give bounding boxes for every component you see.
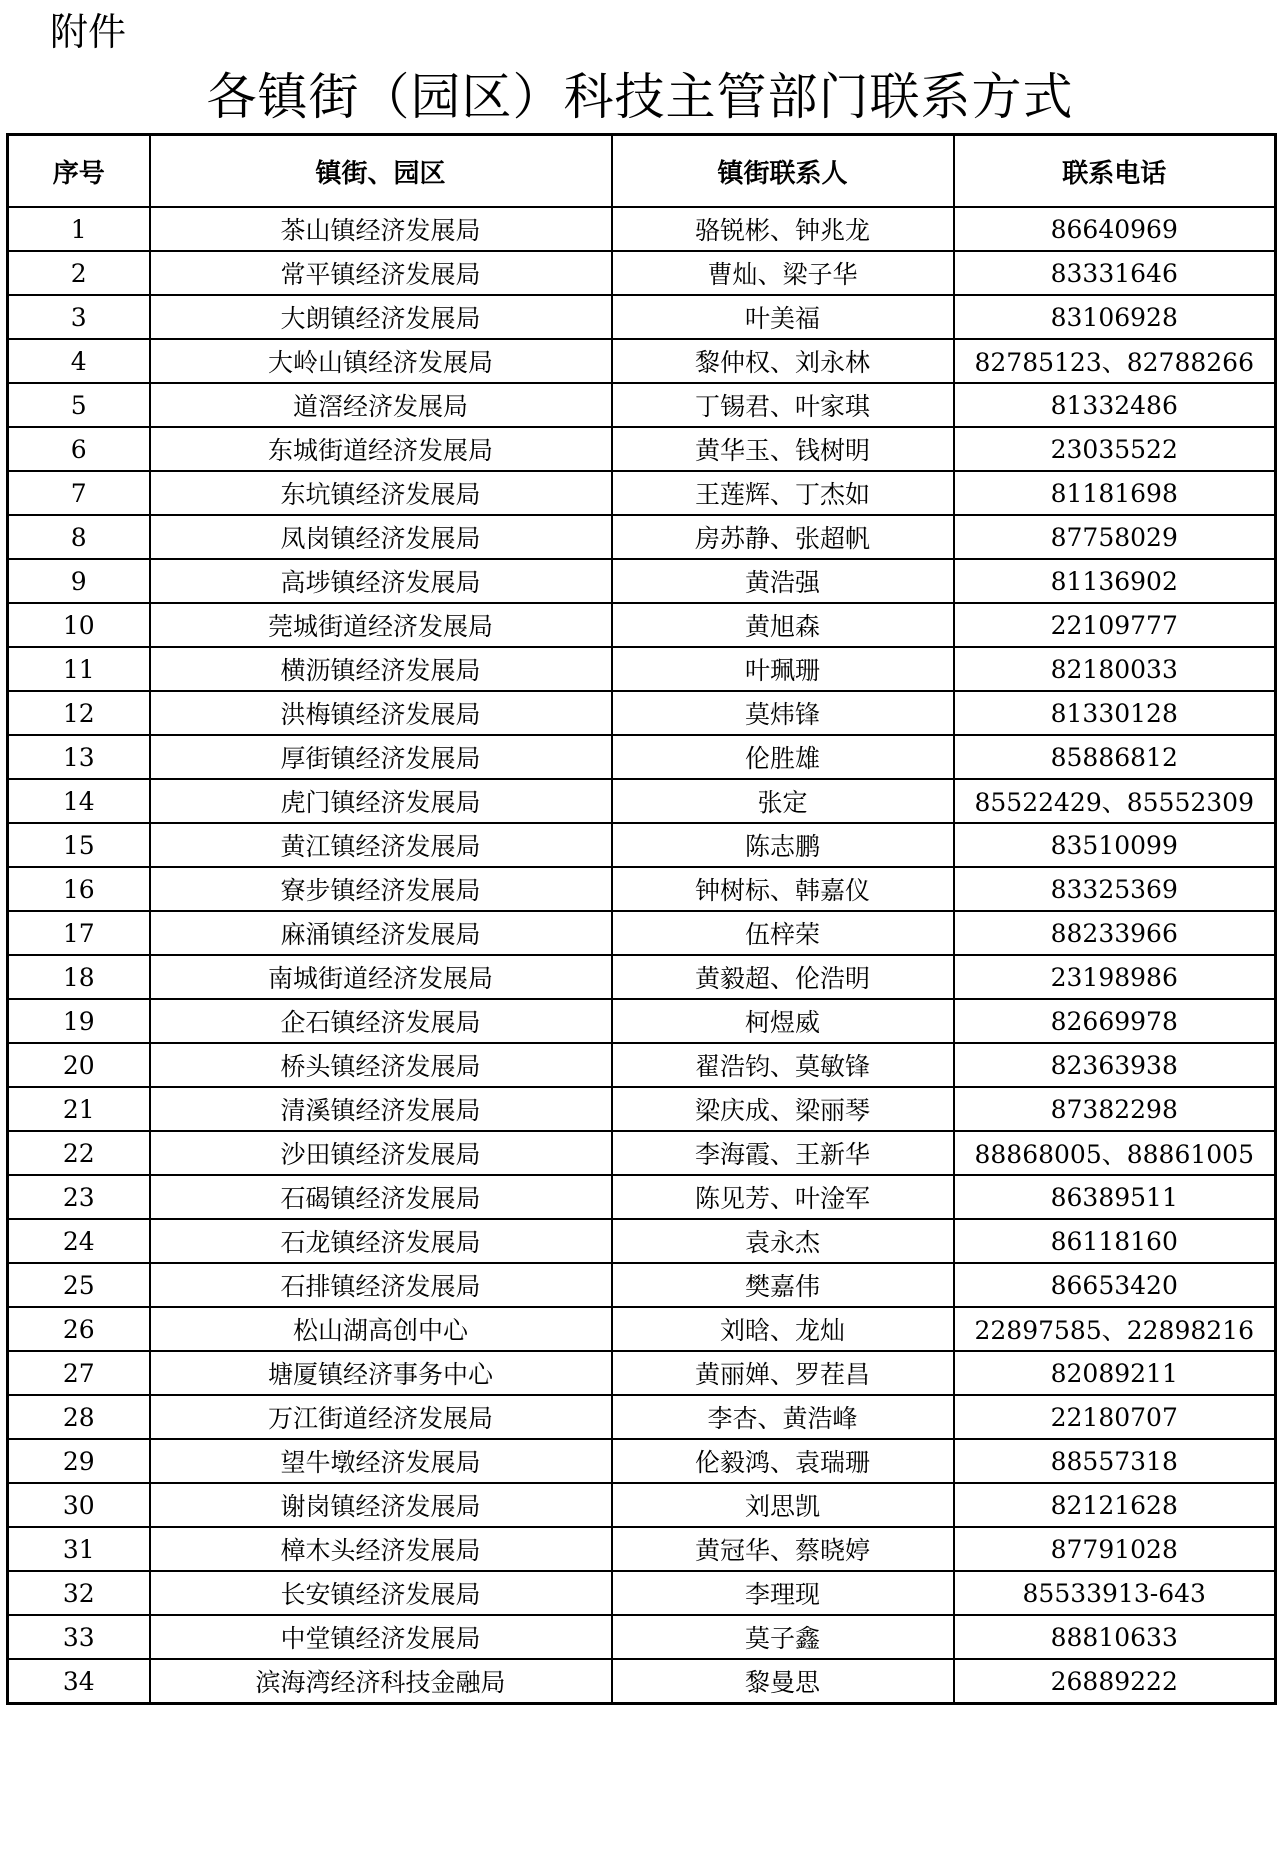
cell-phone: 81136902 (954, 559, 1276, 603)
cell-unit: 谢岗镇经济发展局 (150, 1483, 612, 1527)
table-row (8, 867, 1276, 911)
table-row (8, 1395, 1276, 1439)
cell-number: 17 (8, 911, 150, 955)
cell-contact: 柯煜威 (612, 999, 954, 1043)
cell-phone: 83510099 (954, 823, 1276, 867)
cell-phone: 23035522 (954, 427, 1276, 471)
cell-phone: 82669978 (954, 999, 1276, 1043)
cell-unit: 南城街道经济发展局 (150, 955, 612, 999)
cell-phone: 83325369 (954, 867, 1276, 911)
cell-phone: 81181698 (954, 471, 1276, 515)
cell-unit: 寮步镇经济发展局 (150, 867, 612, 911)
cell-contact: 李理现 (612, 1571, 954, 1615)
table-row (8, 1263, 1276, 1307)
cell-unit: 万江街道经济发展局 (150, 1395, 612, 1439)
cell-contact: 莫子鑫 (612, 1615, 954, 1659)
cell-number: 26 (8, 1307, 150, 1351)
cell-unit: 石排镇经济发展局 (150, 1263, 612, 1307)
cell-unit: 清溪镇经济发展局 (150, 1087, 612, 1131)
cell-number: 12 (8, 691, 150, 735)
cell-phone: 82089211 (954, 1351, 1276, 1395)
cell-unit: 东坑镇经济发展局 (150, 471, 612, 515)
table-row (8, 1571, 1276, 1615)
cell-number: 33 (8, 1615, 150, 1659)
cell-number: 10 (8, 603, 150, 647)
cell-number: 23 (8, 1175, 150, 1219)
cell-phone: 22897585、22898216 (954, 1307, 1276, 1351)
cell-phone: 88557318 (954, 1439, 1276, 1483)
cell-contact: 樊嘉伟 (612, 1263, 954, 1307)
cell-phone: 82363938 (954, 1043, 1276, 1087)
table-row (8, 1043, 1276, 1087)
cell-contact: 黄丽婵、罗茬昌 (612, 1351, 954, 1395)
cell-number: 13 (8, 735, 150, 779)
cell-phone: 86118160 (954, 1219, 1276, 1263)
table-row (8, 295, 1276, 339)
cell-unit: 茶山镇经济发展局 (150, 207, 612, 251)
cell-unit: 沙田镇经济发展局 (150, 1131, 612, 1175)
cell-unit: 麻涌镇经济发展局 (150, 911, 612, 955)
table-row (8, 691, 1276, 735)
table-row (8, 1439, 1276, 1483)
table-row (8, 471, 1276, 515)
cell-unit: 洪梅镇经济发展局 (150, 691, 612, 735)
cell-phone: 82180033 (954, 647, 1276, 691)
cell-contact: 李海霞、王新华 (612, 1131, 954, 1175)
cell-phone: 88810633 (954, 1615, 1276, 1659)
cell-contact: 曹灿、梁子华 (612, 251, 954, 295)
cell-contact: 伦胜雄 (612, 735, 954, 779)
cell-phone: 82121628 (954, 1483, 1276, 1527)
cell-phone: 83106928 (954, 295, 1276, 339)
table-row (8, 735, 1276, 779)
table-row (8, 515, 1276, 559)
cell-contact: 黄旭森 (612, 603, 954, 647)
cell-number: 34 (8, 1659, 150, 1704)
cell-unit: 大朗镇经济发展局 (150, 295, 612, 339)
cell-unit: 东城街道经济发展局 (150, 427, 612, 471)
cell-contact: 陈见芳、叶淦军 (612, 1175, 954, 1219)
cell-unit: 企石镇经济发展局 (150, 999, 612, 1043)
cell-phone: 87382298 (954, 1087, 1276, 1131)
table-row (8, 911, 1276, 955)
cell-unit: 樟木头经济发展局 (150, 1527, 612, 1571)
cell-number: 31 (8, 1527, 150, 1571)
cell-number: 21 (8, 1087, 150, 1131)
cell-unit: 大岭山镇经济发展局 (150, 339, 612, 383)
cell-number: 14 (8, 779, 150, 823)
table-row (8, 559, 1276, 603)
cell-contact: 黄浩强 (612, 559, 954, 603)
cell-unit: 中堂镇经济发展局 (150, 1615, 612, 1659)
cell-unit: 常平镇经济发展局 (150, 251, 612, 295)
cell-unit: 滨海湾经济科技金融局 (150, 1659, 612, 1704)
table-row (8, 1307, 1276, 1351)
cell-phone: 22109777 (954, 603, 1276, 647)
table-row (8, 1659, 1276, 1704)
cell-number: 27 (8, 1351, 150, 1395)
cell-phone: 87758029 (954, 515, 1276, 559)
table-row (8, 603, 1276, 647)
cell-number: 15 (8, 823, 150, 867)
cell-phone: 22180707 (954, 1395, 1276, 1439)
cell-unit: 石龙镇经济发展局 (150, 1219, 612, 1263)
attachment-label: 附件 (50, 10, 127, 54)
cell-contact: 莫炜锋 (612, 691, 954, 735)
table-row (8, 823, 1276, 867)
page-title: 各镇街（园区）科技主管部门联系方式 (206, 68, 1074, 126)
cell-number: 22 (8, 1131, 150, 1175)
cell-contact: 骆锐彬、钟兆龙 (612, 207, 954, 251)
table-row (8, 1219, 1276, 1263)
cell-phone: 86653420 (954, 1263, 1276, 1307)
cell-number: 32 (8, 1571, 150, 1615)
cell-phone: 81330128 (954, 691, 1276, 735)
cell-number: 30 (8, 1483, 150, 1527)
cell-contact: 伦毅鸿、袁瑞珊 (612, 1439, 954, 1483)
cell-contact: 王莲辉、丁杰如 (612, 471, 954, 515)
cell-unit: 塘厦镇经济事务中心 (150, 1351, 612, 1395)
cell-number: 1 (8, 207, 150, 251)
cell-number: 6 (8, 427, 150, 471)
cell-unit: 凤岗镇经济发展局 (150, 515, 612, 559)
cell-contact: 黄毅超、伦浩明 (612, 955, 954, 999)
cell-unit: 莞城街道经济发展局 (150, 603, 612, 647)
cell-number: 18 (8, 955, 150, 999)
cell-unit: 虎门镇经济发展局 (150, 779, 612, 823)
table-row (8, 999, 1276, 1043)
cell-phone: 85533913-643 (954, 1571, 1276, 1615)
table-row (8, 647, 1276, 691)
table-row (8, 207, 1276, 251)
table-header-row (8, 135, 1276, 208)
table-body (8, 207, 1276, 1704)
cell-contact: 黄冠华、蔡晓婷 (612, 1527, 954, 1571)
cell-contact: 李杏、黄浩峰 (612, 1395, 954, 1439)
cell-phone: 26889222 (954, 1659, 1276, 1704)
cell-number: 3 (8, 295, 150, 339)
table-row (8, 1131, 1276, 1175)
column-header-phone: 联系电话 (954, 135, 1276, 208)
cell-number: 4 (8, 339, 150, 383)
cell-contact: 丁锡君、叶家琪 (612, 383, 954, 427)
table-row (8, 1615, 1276, 1659)
cell-phone: 23198986 (954, 955, 1276, 999)
cell-contact: 刘晗、龙灿 (612, 1307, 954, 1351)
cell-phone: 88233966 (954, 911, 1276, 955)
table-row (8, 1527, 1276, 1571)
table-row (8, 779, 1276, 823)
cell-phone: 82785123、82788266 (954, 339, 1276, 383)
cell-phone: 81332486 (954, 383, 1276, 427)
cell-phone: 85886812 (954, 735, 1276, 779)
cell-unit: 横沥镇经济发展局 (150, 647, 612, 691)
cell-unit: 望牛墩经济发展局 (150, 1439, 612, 1483)
table-row (8, 427, 1276, 471)
cell-contact: 钟树标、韩嘉仪 (612, 867, 954, 911)
cell-number: 20 (8, 1043, 150, 1087)
column-header-number: 序号 (8, 135, 150, 208)
table-row (8, 1483, 1276, 1527)
cell-unit: 桥头镇经济发展局 (150, 1043, 612, 1087)
cell-number: 9 (8, 559, 150, 603)
cell-unit: 长安镇经济发展局 (150, 1571, 612, 1615)
cell-contact: 黎曼思 (612, 1659, 954, 1704)
cell-phone: 87791028 (954, 1527, 1276, 1571)
cell-contact: 房苏静、张超帆 (612, 515, 954, 559)
cell-contact: 黎仲权、刘永林 (612, 339, 954, 383)
column-header-contact: 镇街联系人 (612, 135, 954, 208)
cell-phone: 88868005、88861005 (954, 1131, 1276, 1175)
table-row (8, 1351, 1276, 1395)
cell-unit: 道滘经济发展局 (150, 383, 612, 427)
cell-contact: 梁庆成、梁丽琴 (612, 1087, 954, 1131)
contact-table (6, 133, 1277, 1705)
cell-phone: 85522429、85552309 (954, 779, 1276, 823)
cell-number: 29 (8, 1439, 150, 1483)
cell-contact: 袁永杰 (612, 1219, 954, 1263)
cell-unit: 厚街镇经济发展局 (150, 735, 612, 779)
cell-contact: 叶珮珊 (612, 647, 954, 691)
cell-number: 19 (8, 999, 150, 1043)
cell-phone: 83331646 (954, 251, 1276, 295)
cell-contact: 伍梓荣 (612, 911, 954, 955)
cell-unit: 松山湖高创中心 (150, 1307, 612, 1351)
table-row (8, 251, 1276, 295)
table-row (8, 955, 1276, 999)
cell-contact: 刘思凯 (612, 1483, 954, 1527)
cell-contact: 黄华玉、钱树明 (612, 427, 954, 471)
cell-number: 24 (8, 1219, 150, 1263)
cell-number: 28 (8, 1395, 150, 1439)
table-row (8, 1175, 1276, 1219)
cell-number: 5 (8, 383, 150, 427)
cell-contact: 叶美福 (612, 295, 954, 339)
column-header-unit: 镇街、园区 (150, 135, 612, 208)
cell-number: 16 (8, 867, 150, 911)
table-row (8, 1087, 1276, 1131)
cell-unit: 石碣镇经济发展局 (150, 1175, 612, 1219)
cell-contact: 翟浩钧、莫敏锋 (612, 1043, 954, 1087)
table-row (8, 339, 1276, 383)
cell-phone: 86389511 (954, 1175, 1276, 1219)
cell-phone: 86640969 (954, 207, 1276, 251)
cell-number: 25 (8, 1263, 150, 1307)
table-row (8, 383, 1276, 427)
cell-contact: 张定 (612, 779, 954, 823)
cell-unit: 黄江镇经济发展局 (150, 823, 612, 867)
cell-number: 11 (8, 647, 150, 691)
cell-number: 7 (8, 471, 150, 515)
cell-number: 2 (8, 251, 150, 295)
cell-contact: 陈志鹏 (612, 823, 954, 867)
cell-unit: 高埗镇经济发展局 (150, 559, 612, 603)
cell-number: 8 (8, 515, 150, 559)
